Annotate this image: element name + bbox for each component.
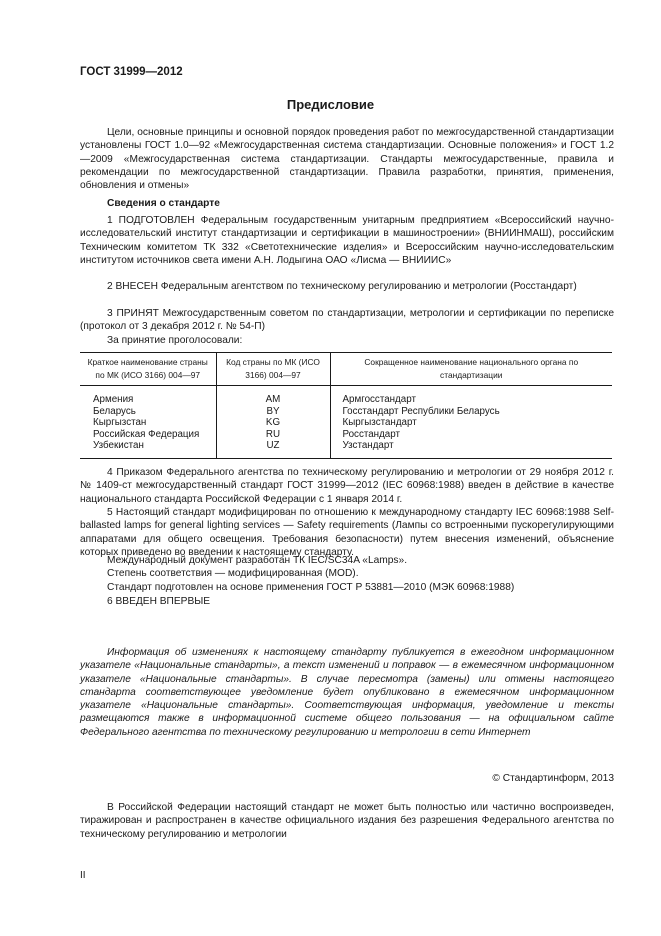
cell-body: Кыргызстандарт <box>330 417 612 429</box>
preface-title: Предисловие <box>286 97 375 112</box>
preface-intro: Цели, основные принципы и основной порядок проведения работ по межгосударственной стандартизации установлены ГОСТ 1.0—92 «Межгосударственная система стандартизации. Основные положения» и ГОСТ 1.2—2009 «Межгосударственная система стандартизации. Стандарты межгосударственные, правила и рекомендации по межгосударственной стандартизации. Правила разработки, принятия, применения, обновления и отмены» <box>80 127 614 192</box>
item-5-developer: Международный документ разработан ТК IEC/SC34A «Lamps». <box>107 555 408 566</box>
item-5: 5 Настоящий стандарт модифицирован по отношению к международному стандарту IEC 60968:1988 Self-ballasted lamps for general lighting services — Safety requirements (Лампы со встроенными пускорегулирующими аппаратами для общего освещения. Требования безопасности) путем внесения изменений, объяснение которых приведено во введении к настоящему стандарту. <box>80 507 614 558</box>
voting-table <box>80 352 612 459</box>
cell-body: Узстандарт <box>330 440 612 458</box>
changes-notice: Информация об изменениях к настоящему стандарту публикуется в ежегодном информационном указателе «Национальные стандарты», а текст изменений и поправок — в ежемесячном информационном указателе «Национальные стандарты». В случае пересмотра (замены) или отмены настоящего стандарта соответствующее уведомление будет опубликовано в ежемесячном информационном указателе «Национальные стандарты». Соответствующая информация, уведомление и тексты размещаются также в информационной системе общего пользования — на официальном сайте Федерального агентства по техническому регулированию и метрологии в сети Интернет <box>80 647 614 738</box>
cell-code: KG <box>216 417 330 429</box>
cell-code: RU <box>216 429 330 441</box>
cell-country: Кыргызстан <box>80 417 216 429</box>
table-header-row <box>80 353 612 386</box>
cell-country: Узбекистан <box>80 440 216 458</box>
table-row <box>80 394 612 406</box>
cell-code: AM <box>216 394 330 406</box>
col-header-body: Сокращенное наименование национального органа по стандартизации <box>330 353 612 386</box>
item-5-basis: Стандарт подготовлен на основе применения ГОСТ Р 53881—2010 (МЭК 60968:1988) <box>107 582 515 593</box>
cell-country: Российская Федерация <box>80 429 216 441</box>
copyright: © Стандартинформ, 2013 <box>492 773 614 784</box>
table-row <box>80 417 612 429</box>
item-1: 1 ПОДГОТОВЛЕН Федеральным государственным унитарным предприятием «Всероссийский научно-исследовательский институт стандартизации и сертификации в машиностроении» (ВНИИНМАШ), российским Техническим комитетом ТК 332 «Светотехнические изделия» и Всероссийским научно-исследовательским институтом источников света имени А.Н. Лодыгина ОАО «Лисма — ВНИИИС» <box>80 215 614 266</box>
item-6: 6 ВВЕДЕН ВПЕРВЫЕ <box>107 596 211 607</box>
table-row <box>80 406 612 418</box>
cell-code: BY <box>216 406 330 418</box>
col-header-country: Краткое наименование страны по МК (ИСО 3166) 004—97 <box>80 353 216 386</box>
cell-country: Армения <box>80 394 216 406</box>
cell-body: Армгосстандарт <box>330 394 612 406</box>
item-4: 4 Приказом Федерального агентства по техническому регулированию и метрологии от 29 ноября 2012 г. № 1409-ст межгосударственный стандарт ГОСТ 31999—2012 (IEC 60968:1988) введен в действие в качестве национального стандарта Российской Федерации с 1 января 2014 г. <box>80 467 614 505</box>
item-2: 2 ВНЕСЕН Федеральным агентством по техническому регулированию и метрологии (Росстандарт) <box>107 281 577 292</box>
section-heading: Сведения о стандарте <box>107 198 220 209</box>
page-number: II <box>80 870 86 881</box>
cell-body: Госстандарт Республики Беларусь <box>330 406 612 418</box>
table-row <box>80 440 612 458</box>
item-3: 3 ПРИНЯТ Межгосударственным советом по стандартизации, метрологии и сертификации по переписке (протокол от 3 декабря 2012 г. № 54-П) <box>80 308 614 333</box>
cell-country: Беларусь <box>80 406 216 418</box>
cell-code: UZ <box>216 440 330 458</box>
item-5-degree: Степень соответствия — модифицированная (MOD). <box>107 568 359 579</box>
reproduction-rights: В Российской Федерации настоящий стандарт не может быть полностью или частично воспроизведен, тиражирован и распространен в качестве официального издания без разрешения Федерального агентства по техническому регулированию и метрологии <box>80 802 614 840</box>
document-code: ГОСТ 31999—2012 <box>80 66 183 78</box>
table-row <box>80 429 612 441</box>
cell-body: Росстандарт <box>330 429 612 441</box>
col-header-code: Код страны по МК (ИСО 3166) 004—97 <box>216 353 330 386</box>
voted-intro: За принятие проголосовали: <box>107 335 243 346</box>
